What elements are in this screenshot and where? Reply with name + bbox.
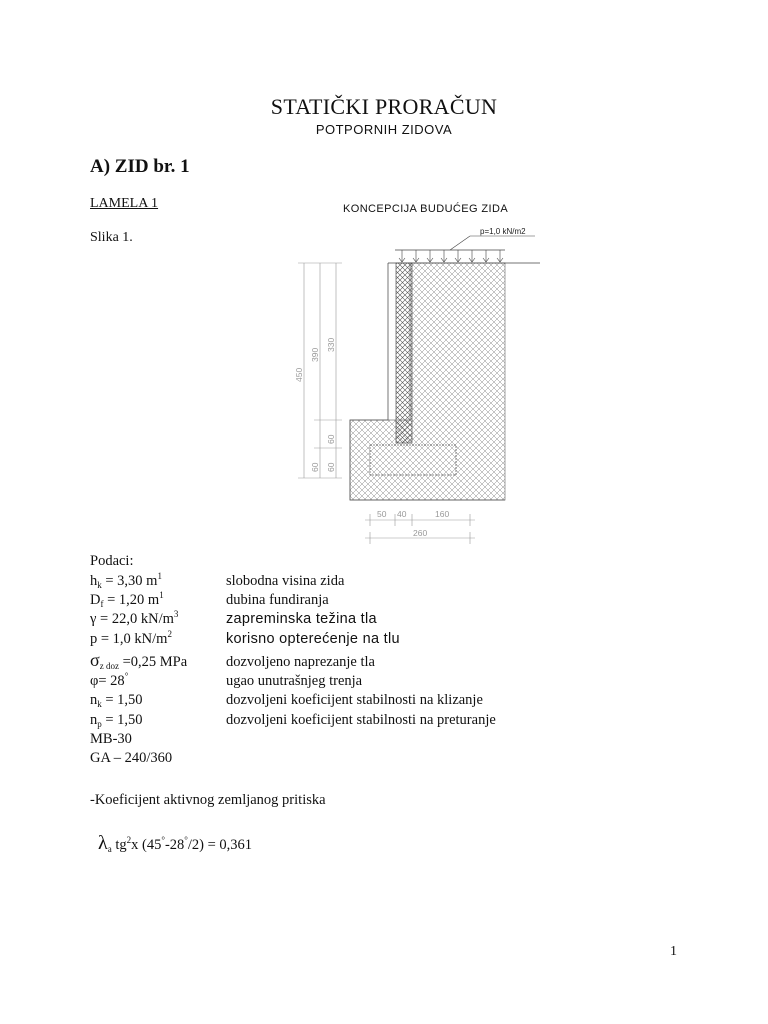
param-desc: dubina fundiranja — [226, 592, 329, 608]
param-mb: MB-30 — [90, 731, 132, 747]
formula-degree: ° — [161, 835, 165, 845]
section-heading: A) ZID br. 1 — [90, 156, 190, 177]
load-label: p=1,0 kN/m2 — [480, 227, 526, 236]
param-sub: k — [97, 580, 102, 590]
formula-part: -28 — [164, 837, 185, 853]
load-arrows — [399, 250, 503, 262]
dim-330: 330 — [326, 337, 336, 352]
param-p — [90, 629, 400, 648]
param-desc: korisno opterećenje na tlu — [226, 631, 400, 647]
lambda-symbol: λ — [98, 832, 108, 854]
diagram-title: KONCEPCIJA BUDUĆEG ZIDA — [343, 203, 509, 215]
param-desc: dozvoljeno naprezanje tla — [226, 654, 375, 670]
param-value: =0,25 MPa — [118, 654, 188, 670]
page-subtitle: POTPORNIH ZIDOVA — [315, 122, 453, 137]
dim-260: 260 — [413, 528, 428, 538]
param-value: = 28 — [98, 673, 125, 689]
param-value: = 1,20 m — [103, 592, 160, 608]
param-symbol: φ — [90, 673, 99, 689]
param-value: = 1,0 kN/m — [97, 631, 168, 647]
param-sup: 1 — [159, 590, 164, 600]
param-desc: dozvoljeni koeficijent stabilnosti na klizanje — [226, 692, 483, 708]
param-value: = 1,50 — [101, 712, 143, 728]
param-symbol: h — [90, 573, 98, 589]
param-desc: slobodna visina zida — [226, 573, 345, 589]
dim-60-stem: 60 — [326, 434, 336, 444]
param-sub: k — [97, 699, 102, 709]
param-desc: zapreminska težina tla — [226, 611, 377, 627]
param-gamma — [90, 609, 377, 628]
param-sigma — [90, 650, 375, 671]
formula-part: /2) = 0,361 — [187, 837, 253, 853]
param-symbol: σ — [90, 650, 100, 670]
koeficijent-label: -Koeficijent aktivnog zemljanog pritiska — [90, 792, 326, 808]
lambda-sub: a — [107, 844, 112, 854]
vertical-dimensions — [298, 263, 342, 478]
page-number: 1 — [670, 944, 677, 959]
param-value: = 1,50 — [101, 692, 143, 708]
backfill-soil — [350, 263, 505, 500]
param-value: = 22,0 kN/m — [96, 611, 174, 627]
param-desc: dozvoljeni koeficijent stabilnosti na preturanje — [226, 712, 496, 728]
param-np — [90, 711, 496, 729]
lambda-formula — [98, 832, 252, 855]
retaining-wall-diagram — [290, 220, 560, 550]
param-phi — [90, 671, 363, 690]
formula-sup: 2 — [126, 835, 132, 845]
param-sub: p — [97, 719, 102, 729]
param-symbol: p — [90, 631, 98, 647]
param-sup: 2 — [167, 629, 172, 639]
wall-stem — [396, 263, 412, 443]
param-df — [90, 590, 329, 609]
param-symbol: n — [90, 692, 98, 708]
dim-160: 160 — [435, 509, 450, 519]
dim-60-left: 60 — [310, 462, 320, 472]
param-sub: z doz — [99, 661, 119, 671]
param-sub: f — [100, 599, 104, 609]
param-symbol: n — [90, 712, 98, 728]
page-title: STATIČKI PRORAČUN — [270, 94, 498, 119]
param-hk — [90, 571, 345, 590]
lamela-label: LAMELA 1 — [90, 196, 159, 211]
param-sup: ° — [124, 671, 129, 681]
formula-part: x (45 — [131, 837, 162, 853]
formula-degree: ° — [184, 835, 188, 845]
dim-50: 50 — [377, 509, 387, 519]
param-nk — [90, 691, 483, 709]
param-symbol: γ — [90, 611, 97, 627]
dim-60-right: 60 — [326, 462, 336, 472]
param-desc: ugao unutrašnjeg trenja — [226, 673, 363, 689]
dim-40: 40 — [397, 509, 407, 519]
podaci-heading: Podaci: — [90, 553, 134, 569]
figure-caption: Slika 1. — [90, 230, 133, 245]
param-sup: 1 — [157, 571, 162, 581]
dim-450: 450 — [294, 367, 304, 382]
param-ga: GA – 240/360 — [90, 750, 173, 766]
dim-390: 390 — [310, 347, 320, 362]
param-value: = 3,30 m — [101, 573, 158, 589]
param-sup: 3 — [173, 609, 179, 619]
formula-part: tg — [111, 837, 127, 853]
param-symbol: D — [90, 592, 101, 608]
